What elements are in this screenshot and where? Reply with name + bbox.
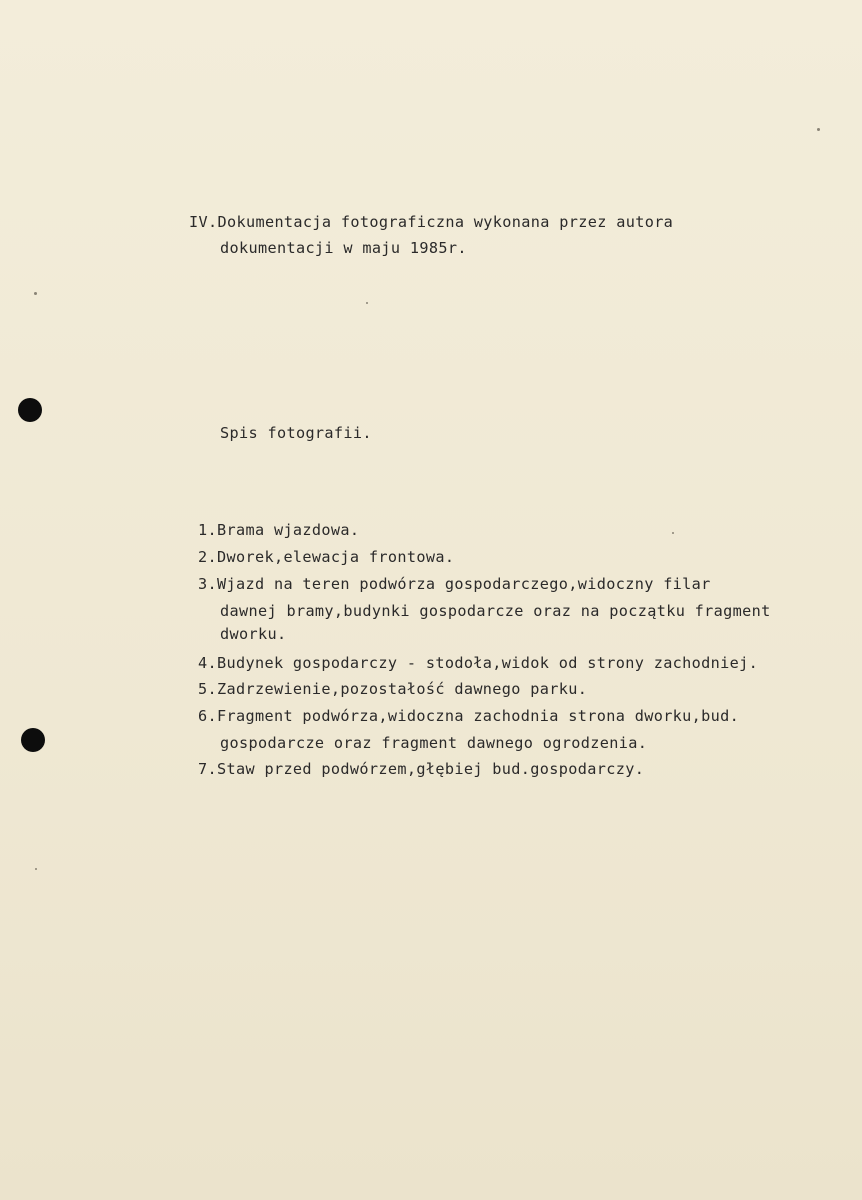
list-item-3-line-1: 3.Wjazd na teren podwórza gospodarczego,widoczny filar <box>198 575 711 593</box>
document-heading-line-1: IV.Dokumentacja fotograficzna wykonana przez autora <box>189 213 674 231</box>
list-title: Spis fotografii. <box>220 424 372 442</box>
list-item-2: 2.Dworek,elewacja frontowa. <box>198 548 455 566</box>
paper-speck <box>366 302 368 304</box>
paper-speck <box>672 532 674 534</box>
list-item-5: 5.Zadrzewienie,pozostałość dawnego parku. <box>198 680 588 698</box>
list-item-3-line-3: dworku. <box>220 625 287 643</box>
list-item-3-line-2: dawnej bramy,budynki gospodarcze oraz na początku fragment <box>220 602 771 620</box>
punch-hole-top <box>18 398 42 422</box>
paper-speck <box>34 292 37 295</box>
list-item-6-line-2: gospodarcze oraz fragment dawnego ogrodzenia. <box>220 734 648 752</box>
paper-speck <box>817 128 820 131</box>
list-item-6-line-1: 6.Fragment podwórza,widoczna zachodnia strona dworku,bud. <box>198 707 740 725</box>
list-item-1: 1.Brama wjazdowa. <box>198 521 360 539</box>
paper-speck <box>35 868 37 870</box>
document-heading-line-2: dokumentacji w maju 1985r. <box>220 239 467 257</box>
list-item-4: 4.Budynek gospodarczy - stodoła,widok od strony zachodniej. <box>198 654 759 672</box>
list-item-7: 7.Staw przed podwórzem,głębiej bud.gospodarczy. <box>198 760 645 778</box>
punch-hole-bottom <box>21 728 45 752</box>
